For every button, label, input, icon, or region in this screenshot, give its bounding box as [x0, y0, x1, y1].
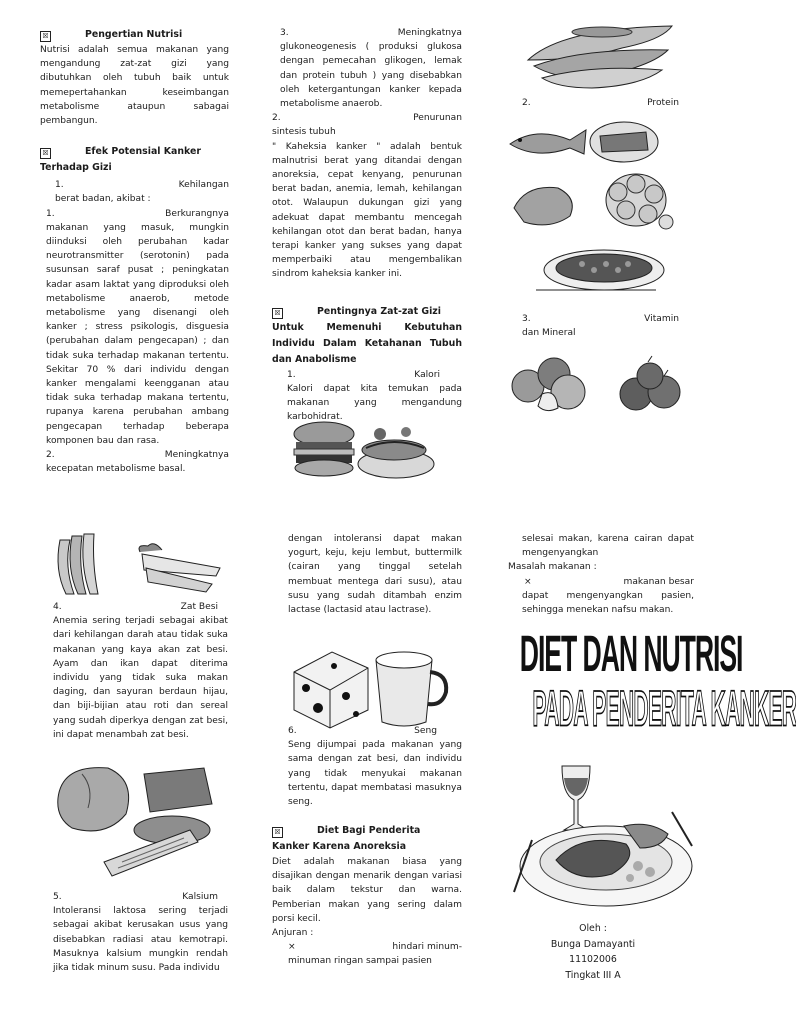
anjuran-item-1: × hindari minum-: [272, 940, 462, 954]
pengertian-body: Nutrisi adalah semua makanan yang mengandung zat-zat gizi yang dibutuhkan oleh tubuh baik untuk memepertahankan keseimbangan metabolisme ataupun sabagai pembangun.: [40, 45, 229, 127]
chicken-meat-corn-image: [52, 758, 222, 882]
item-glukoneogenesis-body: glukoneogenesis ( produksi glukosa dengan pemecahan glikogen, lemak dan protein tubuh ) yang disebabkan oleh ketergantungan kanker kepada metabolisme anaerob.: [280, 42, 462, 110]
banana-daikon-image: [52, 530, 224, 596]
item-glukoneogenesis: 3. Meningkatnya: [280, 28, 462, 38]
col2-seng: [288, 724, 462, 809]
item-penurunan: 2. Penurunan: [272, 113, 462, 124]
col1-top: [40, 27, 229, 476]
checkbox-icon: ☒: [40, 31, 51, 42]
item-kalori: 1. Kalori: [287, 369, 440, 380]
cross-bullet-icon: ×: [288, 942, 296, 953]
anjuran-cont: selesai makan, karena cairan dapat mengenyangkan: [522, 534, 694, 559]
item-zat-besi: 4. Zat Besi: [53, 602, 218, 612]
col2-top: [272, 26, 462, 424]
masalah-label: Masalah makanan :: [508, 562, 597, 573]
item-zat-besi-body: Anemia sering terjadi sebagai akibat dari kehilangan darah atau tidak suka makanan yang kaya akan zat besi. Ayam dan ikan dapat diterima individu yang tidak suka makan daging, dan sayuran berdaun hijau, dan biji-bijian atau roti dan sereal yang sudah diperkya dengan zat besi, ini dapat menambah zat besi.: [53, 616, 228, 740]
checkbox-icon: ☒: [272, 827, 283, 838]
sub-meningkatnya-cont: kecepatan metabolisme basal.: [46, 464, 186, 475]
col3-bottom-top: [508, 532, 694, 617]
anjuran-label: Anjuran :: [272, 928, 314, 939]
bread-image: [522, 20, 678, 90]
efek-heading: ☒ Efek Potensial Kanker: [40, 144, 229, 160]
credit-oleh: Oleh :: [579, 923, 607, 934]
pengertian-heading: ☒ Pengertian Nutrisi: [40, 27, 229, 43]
item-seng-body: Seng dijumpai pada makanan yang sama dengan zat besi, dan individu yang tidak menyukai makanan tertentu, dapat membatasi masuknya seng.: [288, 740, 462, 808]
title-main: DIET DAN NUTRISI: [519, 626, 743, 684]
vitamin-label-row: 3. Vitamin dan Mineral: [522, 314, 679, 339]
cheese-milk-image: [290, 638, 450, 730]
item-kalori-body: Kalori dapat kita temukan pada makanan yang mengandung karbohidrat.: [287, 383, 462, 423]
col2-bottom-top: [288, 532, 462, 617]
diet-body: Diet adalah makanan biasa yang disajikan dengan menarik dengan variasi baik dalam tekstur dan warna. Pemberian makan yang sering dalam porsi kecil.: [272, 857, 462, 924]
col1-kalsium: [53, 890, 228, 975]
item-kehilangan-cont: berat badan, akibat :: [55, 194, 151, 205]
masalah-item-1-body: dapat mengenyangkan pasien, sehingga menekan nafsu makan.: [522, 590, 694, 616]
burger-hotdog-image: [290, 420, 438, 484]
diet-heading: ☒ Diet Bagi Penderita: [272, 823, 462, 839]
credit-tingkat: Tingkat III A: [565, 969, 621, 981]
item-seng: 6. Seng: [288, 726, 437, 736]
credit-name: Bunga Damayanti: [550, 938, 636, 950]
laktosa-cont: dengan intoleransi dapat makan yogurt, keju, keju lembut, buttermilk (cairan yang tinggal setelah membuat mentega dari susu), atau susu yang sudah ditambah enzim lactase (lactasid atau lactrase).: [288, 534, 462, 616]
sub-berkurangnya: 1. Berkurangnya: [46, 208, 229, 219]
item-kalsium: 5. Kalsium: [53, 892, 218, 902]
item-kalsium-body: Intoleransi laktosa sering terjadi sebagai akibat kerusakan usus yang disebabkan radiasi atau kemotrapi. Masuknya kalsium mungkin rendah jika tidak minum susu. Pada individu: [53, 906, 228, 974]
sub-meningkatnya: 2. Meningkatnya: [46, 450, 229, 461]
checkbox-icon: ☒: [272, 308, 283, 319]
col1-bottom: [53, 600, 228, 742]
efek-heading-2: Terhadap Gizi: [40, 162, 112, 174]
checkbox-icon: ☒: [40, 148, 51, 159]
item-penurunan-cont: sintesis tubuh: [272, 127, 336, 138]
item-penurunan-body: " Kaheksia kanker " adalah bentuk malnutrisi berat yang ditandai dengan anoreksia, cepat kenyang, penurunan berat badan, anemia, lemah, kehilangan otot. Walaupun dukungan gizi yang adekuat dapat membantu mencegah kehilangan otot dan berat badan, hanya terapi kanker yang sukses yang dapat memperbaiki atau mengembalikan sindrom kaheksia kanker ini.: [272, 141, 462, 280]
anjuran-item-1-cont: minuman ringan sampai pasien: [288, 956, 432, 967]
meal-plate-image: [512, 762, 694, 910]
credit-nim: 11102006: [569, 954, 617, 965]
pentingnya-heading-2: Untuk Memenuhi Kebutuhan Individu Dalam Ketahanan Tubuh dan Anabolisme: [272, 321, 462, 365]
item-kehilangan: 1. Kehilangan: [55, 180, 229, 191]
cross-bullet-icon: ×: [524, 576, 532, 587]
title-sub: PADA PENDERITA KANKER: [532, 679, 796, 737]
col2-diet-section: [272, 823, 462, 969]
fruit-image: [506, 352, 686, 418]
diet-heading-2: Kanker Karena Anoreksia: [272, 841, 407, 852]
protein-label-row: 2. Protein: [522, 98, 679, 108]
masalah-item-1: × makanan besar: [508, 575, 694, 589]
pentingnya-heading: ☒ Pentingnya Zat-zat Gizi: [272, 304, 462, 320]
author-credit: [540, 921, 646, 983]
brochure-title: [488, 626, 796, 737]
protein-foods-image: [506, 118, 678, 294]
sub-berkurangnya-body: makanan yang masuk, mungkin diinduksi oleh perubahan kadar neurotransmitter (serotonin) pada susunsan saraf pusat ; peningkatan kadar asam laktat yang diproduksi oleh metabolisme anaerob, metode metabolisme yang disenangi oleh kanker ; stress psikologis, disguesia (perubahan dalam pengecapan) ; dan tidak suka terhadap makanan tertentu. Sekitar 70 % dari individu dengan kanker mengalami keengganan atau tidak suka terhadap makana tertentu, rupanya karena perubahan ambang pengecapan terhadap beberapa komponen bau dan rasa.: [46, 222, 229, 446]
